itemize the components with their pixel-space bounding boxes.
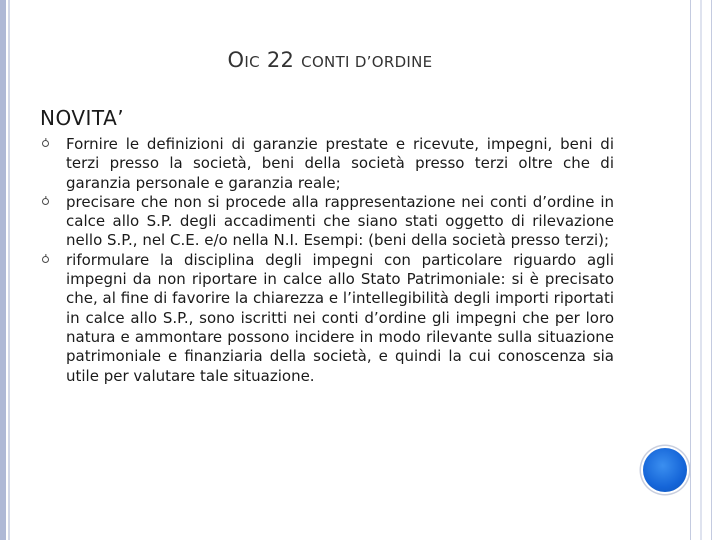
hollow-circle-icon [42, 140, 49, 147]
right-frame-line-inner [711, 0, 712, 540]
title-number: 22 [259, 48, 302, 72]
title-oic-rest: IC [244, 53, 260, 71]
bullet-text: precisare che non si procede alla rappresentazione nei conti d’ordine in calce allo S.P. degli accadimenti che siano stati oggetto di rilevazione nello S.P., nel C.E. e/o nella N.I. Esempi: (beni della società presso terzi); [66, 192, 614, 250]
right-frame-line-mid [700, 0, 702, 540]
hollow-circle-icon [42, 198, 49, 205]
bullet-list [40, 135, 614, 386]
hollow-circle-icon [42, 256, 49, 263]
right-frame-line-outer [690, 0, 691, 540]
slide-title [0, 48, 660, 72]
bullet-text: riformulare la disciplina degli impegni con particolare riguardo agli impegni da non riportare in calce allo Stato Patrimoniale: si è precisato che, al fine di favorire la chiarezza e l’intellegibilità degli importi riportati in calce allo S.P., sono iscritti nei conti d’ordine gli impegni che per loro natura e ammontare possono incidere in modo rilevante sulla situazione patrimoniale e finanziaria della società, e quindi la cui conoscenza sia utile per valutare tale situazione. [66, 250, 614, 385]
title-initial: O [227, 48, 245, 72]
list-item [40, 193, 614, 251]
left-frame-line [8, 0, 10, 540]
blue-circle-icon [643, 448, 687, 492]
left-frame-bar [0, 0, 6, 540]
title-subject: CONTI D’ORDINE [301, 53, 433, 71]
list-item [40, 251, 614, 386]
section-heading: NOVITA’ [40, 106, 125, 130]
bullet-text: Fornire le definizioni di garanzie prestate e ricevute, impegni, beni di terzi presso la società, beni della società presso terzi oltre che di garanzia personale e garanzia reale; [66, 135, 614, 192]
list-item [40, 135, 614, 193]
